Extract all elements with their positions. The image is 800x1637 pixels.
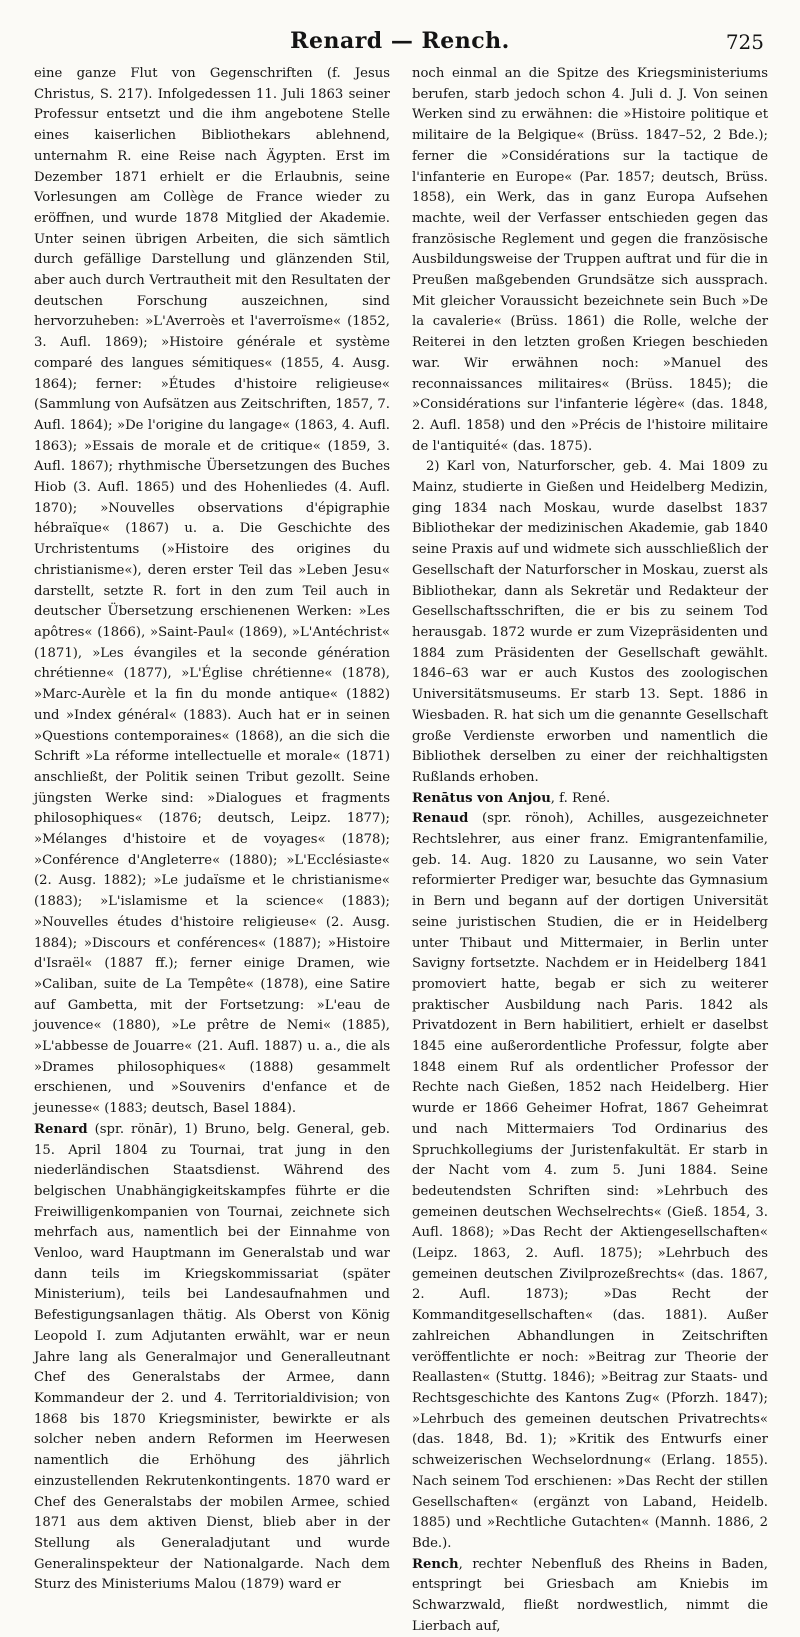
entry-renatus-text: , f. René.	[550, 790, 611, 806]
headword-renatus: Renātus von Anjou	[412, 790, 551, 806]
paragraph-renan-continued: eine ganze Flut von Gegenschriften (f. Jesus Christus, S. 217). Infolgedessen 11. Juli 1863 seiner Professur entsetzt und die ihm angebotene Stelle eines kaiserlichen Bibliothekars ablehnend, unternahm R. eine Reise nach Ägypten. Erst im Dezember 1871 erhielt er die Erlaubnis, seine Vorlesungen am Collège de France wieder zu eröffnen, und wurde 1878 Mitglied der Akademie. Unter seinen übrigen Arbeiten, die sich sämtlich durch gefällige Darstellung und glänzenden Stil, aber auch durch Vertrautheit mit den Resultaten der deutschen Forschung auszeichnen, sind hervorzuheben: »L'Averroès et l'averroïsme« (1852, 3. Aufl. 1869); »Histoire générale et système comparé des langues sémitiques« (1855, 4. Ausg. 1864); ferner: »Études d'histoire religieuse« (Sammlung von Aufsätzen aus Zeitschriften, 1857, 7. Aufl. 1864); »De l'origine du langage« (1863, 4. Aufl. 1863); »Essais de morale et de critique« (1859, 3. Aufl. 1867); rhythmische Übersetzungen des Buches Hiob (3. Aufl. 1865) und des Hohenliedes (4. Aufl. 1870); »Nouvelles observations d'épigraphie hébraïque« (1867) u. a. Die Geschichte des Urchristentums (»Histoire des origines du christianisme«), deren erster Teil das »Leben Jesu« darstellt, setzte R. fort in den zum Teil auch in deutscher Übersetzung erschienenen Werken: »Les apôtres« (1866), »Saint-Paul« (1869), »L'Antéchrist« (1871), »Les évangiles et la seconde génération chrétienne« (1877), »L'Église chrétienne« (1878), »Marc-Aurèle et la fin du monde antique« (1882) und »Index général« (1883). Auch hat er in seinen »Questions contemporaines« (1868), an die sich die Schrift »La réforme intellectuelle et morale« (1871) anschließt, der Politik seinen Tribut gezollt. Seine jüngsten Werke sind: »Dialogues et fragments philosophiques« (1876; deutsch, Leipz. 1877); »Mélanges d'histoire et de voyages« (1878); »Conférence d'Angleterre« (1880); »L'Ecclésiaste« (2. Ausg. 1882); »Le judaïsme et le christianisme« (1883); »L'islamisme et la science« (1883); »Nouvelles études d'histoire religieuse« (2. Ausg. 1884); »Discours et conférences« (1887); »Histoire d'Israël« (1887 ff.); ferner einige Dramen, wie »Caliban, suite de La Tempête« (1878), eine Satire auf Gambetta, mit der Fortsetzung: »L'eau de jouvence« (1880), »Le prêtre de Nemi« (1885), »L'abbesse de Jouarre« (21. Aufl. 1887) u. a., die als »Drames philosophiques« (1888) gesammelt erschienen, und »Souvenirs d'enfance et de jeunesse« (1883; deutsch, Basel 1884).	[34, 66, 390, 1117]
headword-rench: Rench	[412, 1556, 459, 1572]
left-column	[34, 64, 390, 1593]
right-column	[412, 64, 768, 1634]
entry-renard-text: (spr. rönār), 1) Bruno, belg. General, geb. 15. April 1804 zu Tournai, trat jung in den niederländischen Staatsdienst. Während des belgischen Unabhängigkeitskampfes führte er die Freiwilligenkompanien von Tournai, zeichnete sich mehrfach aus, namentlich bei der Einnahme von Venloo, ward Hauptmann im Generalstab und war dann teils im Kriegskommissariat (später Ministerium), teils bei Landesaufnahmen und Befestigungsanlagen thätig. Als Oberst von König Leopold I. zum Adjutanten erwählt, war er neun Jahre lang als Generalmajor und Generalleutnant Chef des Generalstabs der Armee, dann Kommandeur der 2. und 4. Territorialdivision; von 1868 bis 1870 Kriegsminister, bewirkte er als solcher neben andern Reformen im Heerwesen namentlich die Erhöhung des jährlich einzustellenden Rekrutenkontingents. 1870 ward er Chef des Generalstabs der mobilen Armee, schied 1871 aus dem aktiven Dienst, blieb aber in der Stellung als Generaladjutant und wurde Generalinspekteur der Nationalgarde. Nach dem Sturz des Ministeriums Malou (1879) ward er	[34, 1121, 390, 1593]
entry-rench	[412, 1555, 768, 1637]
entry-renatus	[412, 789, 768, 810]
page-number: 725	[725, 30, 764, 54]
entry-renaud-text: (spr. rönoh), Achilles, ausgezeichneter Rechtslehrer, aus einer franz. Emigrantenfamilie, geb. 14. Aug. 1820 zu Lausanne, wo sein Vater reformierter Prediger war, besuchte das Gymnasium in Bern und begann auf der dortigen Universität seine juristischen Studien, die er in Heidelberg unter Thibaut und Mittermaier, in Berlin unter Savigny fortsetzte. Nachdem er in Heidelberg 1841 promoviert hatte, begab er sich zu weiterer praktischer Ausbildung nach Paris. 1842 als Privatdozent in Bern habilitiert, erhielt er daselbst 1845 eine außerordentliche Professur, folgte aber 1848 einem Ruf als ordentlicher Professor der Rechte nach Gießen, 1852 nach Heidelberg. Hier wurde er 1866 Geheimer Hofrat, 1867 Geheimrat und nach Mittermaiers Tod Ordinarius des Spruchkollegiums der Juristenfakultät. Er starb in der Nacht vom 4. zum 5. Juni 1884. Seine bedeutendsten Schriften sind: »Lehrbuch des gemeinen deutschen Wechselrechts« (Gieß. 1854, 3. Aufl. 1868); »Das Recht der Aktiengesellschaften« (Leipz. 1863, 2. Aufl. 1875); »Lehrbuch des gemeinen deutschen Zivilprozeßrechts« (das. 1867, 2. Aufl. 1873); »Das Recht der Kommanditgesellschaften« (das. 1881). Außer zahlreichen Abhandlungen in Zeitschriften veröffentlichte er noch: »Beitrag zur Theorie der Reallasten« (Stuttg. 1846); »Beitrag zur Staats- und Rechtsgeschichte des Kantons Zug« (Pforzh. 1847); »Lehrbuch des gemeinen deutschen Privatrechts« (das. 1848, Bd. 1); »Kritik des Entwurfs einer schweizerischen Wechselordnung« (Erlang. 1855). Nach seinem Tod erschienen: »Das Recht der stillen Gesellschaften« (ergänzt von Laband, Heidelb. 1885) und »Rechtliche Gutachten« (Mannh. 1886, 2 Bde.).	[412, 811, 768, 1551]
page-title: Renard — Rench.	[290, 28, 510, 54]
entry-rench-text: , rechter Nebenfluß des Rheins in Baden, entspringt bei Griesbach am Kniebis im Schwarzwald, fließt nordwestlich, nimmt die Lierbach auf,	[412, 1556, 768, 1634]
text-columns	[34, 64, 768, 1634]
entry-renard-karl: 2) Karl von, Naturforscher, geb. 4. Mai 1809 zu Mainz, studierte in Gießen und Heidelberg Medizin, ging 1834 nach Moskau, wurde daselbst 1837 Bibliothekar der medizinischen Akademie, gab 1840 seine Praxis auf und widmete sich ausschließlich der Gesellschaft der Naturforscher in Moskau, zuerst als Bibliothekar, dann als Sekretär und Redakteur der Gesellschaftsschriften, die er bis zu seinem Tod herausgab. 1872 wurde er zum Vizepräsidenten und 1884 zum Präsidenten der Gesellschaft gewählt. 1846–63 war er auch Kustos des zoologischen Universitätsmuseums. Er starb 13. Sept. 1886 in Wiesbaden. R. hat sich um die genannte Gesellschaft große Verdienste erworben und namentlich die Bibliothek derselben zu einer der reichhaltigsten Rußlands erhoben.	[412, 459, 768, 785]
entry-renard	[34, 1120, 390, 1596]
running-head	[36, 28, 764, 58]
paragraph-renard-continued: noch einmal an die Spitze des Kriegsministeriums berufen, starb jedoch schon 4. Juli d. J. Von seinen Werken sind zu erwähnen: die »Histoire politique et militaire de la Belgique« (Brüss. 1847–52, 2 Bde.); ferner die »Considérations sur la tactique de l'infanterie en Europe« (Par. 1857; deutsch, Brüss. 1858), ein Werk, das in ganz Europa Aufsehen machte, weil der Verfasser entschieden gegen das französische Reglement und gegen die französische Ausbildungsweise der Truppen auftrat und für die in Preußen maßgebenden Grundsätze sich aussprach. Mit gleicher Voraussicht bezeichnete sein Buch »De la cavalerie« (Brüss. 1861) die Rolle, welche der Reiterei in den letzten großen Kriegen beschieden war. Wir erwähnen noch: »Manuel des reconnaissances militaires« (Brüss. 1845); die »Considérations sur l'infanterie légère« (das. 1848, 2. Aufl. 1858) und den »Précis de l'histoire militaire de l'antiquité« (das. 1875).	[412, 66, 768, 454]
headword-renaud: Renaud	[412, 811, 469, 827]
headword-renard: Renard	[34, 1121, 88, 1137]
entry-renaud	[412, 809, 768, 1554]
